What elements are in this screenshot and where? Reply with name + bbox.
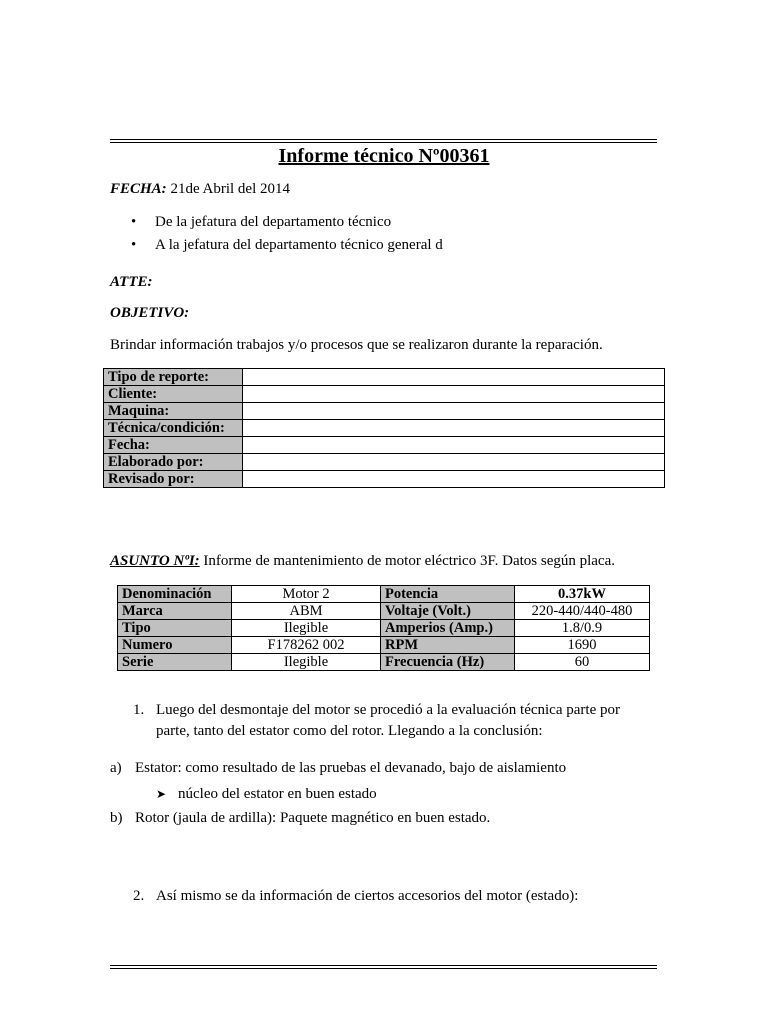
asunto-line [110, 553, 615, 570]
cell-value: 1690 [515, 637, 650, 654]
list-item [133, 702, 144, 719]
top-rule [110, 139, 657, 143]
bullet-text: De la jefatura del departamento técnico [155, 214, 392, 230]
table-row [104, 403, 665, 420]
item-a-text: Estator: como resultado de las pruebas el devanado, bajo de aislamiento [135, 760, 567, 776]
cell-value: Motor 2 [232, 586, 381, 603]
row-label: Cliente: [104, 386, 243, 403]
bullet-item [131, 237, 443, 254]
cell-value: Ilegible [232, 654, 381, 671]
row-value [243, 403, 665, 420]
table-row [104, 437, 665, 454]
row-label: Tipo de reporte: [104, 369, 243, 386]
row-label: Fecha: [104, 437, 243, 454]
bullet-dot-icon: • [131, 237, 137, 253]
table-row [118, 637, 650, 654]
cell-label: Marca [118, 603, 232, 620]
table-row [118, 620, 650, 637]
report-table [103, 368, 665, 488]
cell-label: Potencia [381, 586, 515, 603]
cell-label: Voltaje (Volt.) [381, 603, 515, 620]
table-row [104, 471, 665, 488]
cell-label: Amperios (Amp.) [381, 620, 515, 637]
cell-label: Numero [118, 637, 232, 654]
table-row [104, 369, 665, 386]
fecha-value: 21de Abril del 2014 [166, 181, 291, 197]
fecha-line [110, 181, 290, 198]
cell-value: Ilegible [232, 620, 381, 637]
bottom-rule [110, 965, 657, 969]
row-value [243, 386, 665, 403]
asunto-label: ASUNTO NºI: [110, 553, 200, 569]
cell-value: 60 [515, 654, 650, 671]
cell-label: Denominación [118, 586, 232, 603]
cell-label: Serie [118, 654, 232, 671]
table-row [104, 454, 665, 471]
arrow-bullet-icon: ➤ [156, 787, 167, 801]
table-row [104, 420, 665, 437]
fecha-label: FECHA: [110, 181, 167, 197]
cell-label: Tipo [118, 620, 232, 637]
sub-item-text: núcleo del estator en buen estado [178, 786, 377, 802]
cell-value: ABM [232, 603, 381, 620]
bullet-item [131, 214, 391, 231]
table-row [118, 603, 650, 620]
item-a-label: a) [110, 760, 122, 776]
table-row [118, 654, 650, 671]
asunto-text: Informe de mantenimiento de motor eléctrico 3F. Datos según placa. [199, 553, 615, 569]
bullet-dot-icon: • [131, 214, 137, 230]
item2-number: 2. [133, 888, 145, 904]
objetivo-text: Brindar información trabajos y/o procesos que se realizaron durante la reparación. [110, 337, 603, 353]
motor-table [117, 585, 650, 671]
row-value [243, 471, 665, 488]
row-value [243, 454, 665, 471]
table-row [104, 386, 665, 403]
page-title: Informe técnico Nº00361 [278, 145, 490, 167]
table-row [118, 586, 650, 603]
cell-value: 0.37kW [515, 586, 650, 603]
objetivo-label: OBJETIVO: [110, 305, 190, 321]
item-number: 1. [133, 702, 145, 718]
row-label: Elaborado por: [104, 454, 243, 471]
item-b-text: Rotor (jaula de ardilla): Paquete magnético en buen estado. [135, 810, 491, 826]
row-value [243, 437, 665, 454]
row-label: Revisado por: [104, 471, 243, 488]
row-value [243, 420, 665, 437]
row-value [243, 369, 665, 386]
cell-value: 220-440/440-480 [515, 603, 650, 620]
row-label: Maquina: [104, 403, 243, 420]
item2-text: Así mismo se da información de ciertos accesorios del motor (estado): [156, 888, 579, 904]
cell-value: F178262 002 [232, 637, 381, 654]
row-label: Técnica/condición: [104, 420, 243, 437]
sub-item [156, 786, 377, 803]
bullet-text: A la jefatura del departamento técnico general d [155, 237, 443, 253]
item1-line2: parte, tanto del estator como del rotor. Llegando a la conclusión: [156, 723, 543, 739]
cell-value: 1.8/0.9 [515, 620, 650, 637]
item-b-label: b) [110, 810, 123, 826]
atte-label: ATTE: [110, 274, 153, 290]
cell-label: RPM [381, 637, 515, 654]
cell-label: Frecuencia (Hz) [381, 654, 515, 671]
item1-line1: Luego del desmontaje del motor se procedió a la evaluación técnica parte por [156, 702, 620, 718]
